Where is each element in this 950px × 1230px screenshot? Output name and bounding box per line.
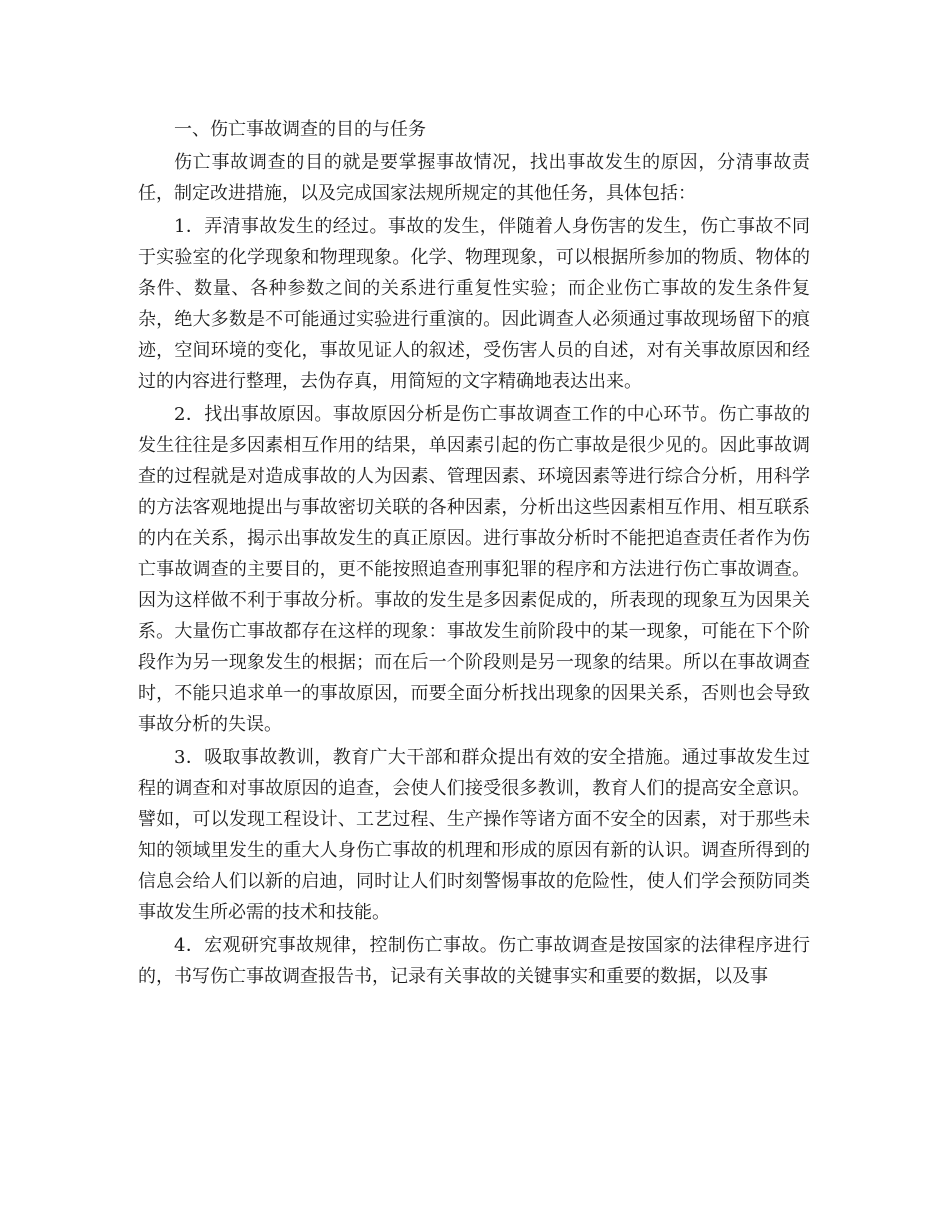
intro-paragraph: 伤亡事故调查的目的就是要掌握事故情况，找出事故发生的原因，分清事故责任，制定改进措施，以及完成国家法规所规定的其他任务，具体包括：: [138, 152, 810, 204]
item-3-paragraph: 3．吸取事故教训，教育广大干部和群众提出有效的安全措施。通过事故发生过程的调查和对事故原因的追查，会使人们接受很多教训，教育人们的提高安全意识。譬如，可以发现工程设计、工艺过程、生产操作等诸方面不安全的因素，对于那些未知的领域里发生的重大人身伤亡事故的机理和形成的原因有新的认识。调查所得到的信息会给人们以新的启迪，同时让人们时刻警惕事故的危险性，使人们学会预防同类事故发生所必需的技术和技能。: [138, 747, 810, 923]
document-body: [138, 114, 810, 994]
item-4-paragraph: 4．宏观研究事故规律，控制伤亡事故。伤亡事故调查是按国家的法律程序进行的，书写伤亡事故调查报告书，记录有关事故的关键事实和重要的数据，以及事: [138, 935, 810, 987]
item-1-paragraph: 1．弄清事故发生的经过。事故的发生，伴随着人身伤害的发生，伤亡事故不同于实验室的化学现象和物理现象。化学、物理现象，可以根据所参加的物质、物体的条件、数量、各种参数之间的关系进行重复性实验；而企业伤亡事故的发生条件复杂，绝大多数是不可能通过实验进行重演的。因此调查人必须通过事故现场留下的痕迹，空间环境的变化，事故见证人的叙述，受伤害人员的自述，对有关事故原因和经过的内容进行整理，去伪存真，用简短的文字精确地表达出来。: [138, 216, 810, 392]
section-heading: 一、伤亡事故调查的目的与任务: [174, 119, 426, 140]
item-2-paragraph: 2．找出事故原因。事故原因分析是伤亡事故调查工作的中心环节。伤亡事故的发生往往是多因素相互作用的结果，单因素引起的伤亡事故是很少见的。因此事故调查的过程就是对造成事故的人为因素、管理因素、环境因素等进行综合分析，用科学的方法客观地提出与事故密切关联的各种因素，分析出这些因素相互作用、相互联系的内在关系，揭示出事故发生的真正原因。进行事故分析时不能把追查责任者作为伤亡事故调查的主要目的，更不能按照追查刑事犯罪的程序和方法进行伤亡事故调查。因为这样做不利于事故分析。事故的发生是多因素促成的，所表现的现象互为因果关系。大量伤亡事故都存在这样的现象：事故发生前阶段中的某一现象，可能在下个阶段作为另一现象发生的根据；而在后一个阶段则是另一现象的结果。所以在事故调查时，不能只追求单一的事故原因，而要全面分析找出现象的因果关系，否则也会导致事故分析的失误。: [138, 404, 810, 735]
